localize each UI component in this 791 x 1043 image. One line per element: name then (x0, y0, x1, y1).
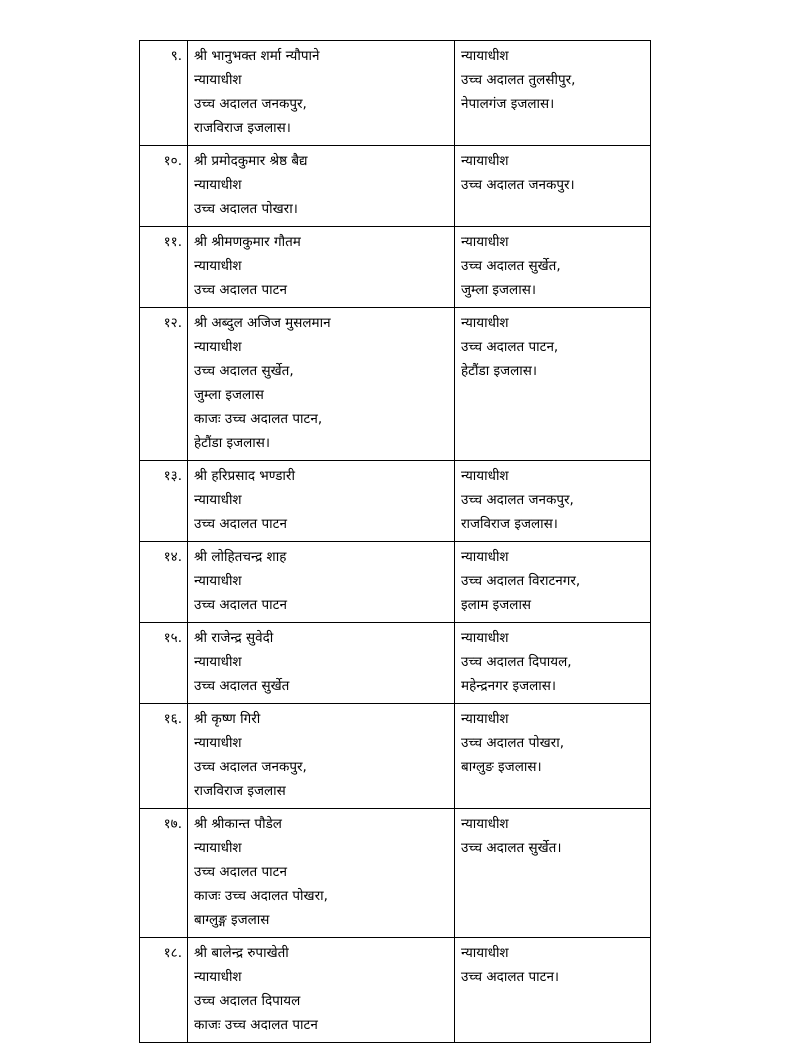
current-post-cell (188, 809, 455, 938)
table-row (140, 809, 651, 938)
current-post-line: श्री अब्दुल अजिज मुसलमान (194, 315, 331, 331)
table-row (140, 308, 651, 461)
serial-number: ११. (140, 227, 188, 308)
new-post-cell (455, 809, 651, 938)
current-post-line: उच्च अदालत सुर्खेत, (194, 363, 294, 379)
current-post-line: राजविराज इजलास (194, 783, 286, 799)
current-post-line: श्री प्रमोदकुमार श्रेष्ठ बैद्य (194, 153, 308, 169)
new-post-line: न्यायाधीश (461, 234, 509, 250)
current-post-line: उच्च अदालत पोखरा। (194, 201, 298, 217)
current-post-cell (188, 461, 455, 542)
current-post-line: काजः उच्च अदालत पोखरा, (194, 888, 328, 904)
serial-number: १६. (140, 704, 188, 809)
table-row (140, 146, 651, 227)
new-post-cell (455, 41, 651, 146)
current-post-line: उच्च अदालत सुर्खेत (194, 678, 290, 694)
current-post-line: उच्च अदालत जनकपुर, (194, 759, 307, 775)
new-post-line: हेटौंडा इजलास। (461, 363, 538, 379)
serial-number: १७. (140, 809, 188, 938)
serial-number: ९. (140, 41, 188, 146)
current-post-line: श्री भानुभक्त शर्मा न्यौपाने (194, 48, 320, 64)
current-post-cell (188, 623, 455, 704)
new-post-line: उच्च अदालत जनकपुर। (461, 177, 575, 193)
new-post-line: राजविराज इजलास। (461, 516, 558, 532)
new-post-cell (455, 308, 651, 461)
current-post-cell (188, 41, 455, 146)
serial-number: १४. (140, 542, 188, 623)
current-post-line: काजः उच्च अदालत पाटन, (194, 411, 323, 427)
table-row (140, 938, 651, 1043)
current-post-line: उच्च अदालत पाटन (194, 282, 287, 298)
serial-number: १३. (140, 461, 188, 542)
new-post-cell (455, 704, 651, 809)
current-post-line: उच्च अदालत पाटन (194, 597, 287, 613)
current-post-cell (188, 308, 455, 461)
current-post-line: काजः उच्च अदालत पाटन (194, 1017, 318, 1033)
table-row (140, 704, 651, 809)
current-post-line: न्यायाधीश (194, 840, 242, 856)
current-post-cell (188, 704, 455, 809)
current-post-line: न्यायाधीश (194, 654, 242, 670)
current-post-line: श्री श्रीकान्त पौडेल (194, 816, 282, 832)
new-post-line: उच्च अदालत पोखरा, (461, 735, 564, 751)
current-post-line: हेटौंडा इजलास। (194, 435, 271, 451)
new-post-line: जुम्ला इजलास। (461, 282, 536, 298)
current-post-line: न्यायाधीश (194, 177, 242, 193)
new-post-line: नेपालगंज इजलास। (461, 96, 555, 112)
current-post-line: श्री हरिप्रसाद भण्डारी (194, 468, 295, 484)
new-post-line: न्यायाधीश (461, 816, 509, 832)
new-post-cell (455, 461, 651, 542)
new-post-line: न्यायाधीश (461, 630, 509, 646)
table-row (140, 41, 651, 146)
new-post-line: उच्च अदालत सुर्खेत। (461, 840, 562, 856)
serial-number: १८. (140, 938, 188, 1043)
serial-number: १२. (140, 308, 188, 461)
current-post-cell (188, 542, 455, 623)
current-post-line: श्री लोहितचन्द्र शाह (194, 549, 287, 565)
new-post-line: न्यायाधीश (461, 48, 509, 64)
current-post-line: न्यायाधीश (194, 258, 242, 274)
new-post-line: इलाम इजलास (461, 597, 532, 613)
current-post-cell (188, 146, 455, 227)
table-row (140, 542, 651, 623)
current-post-line: श्री राजेन्द्र सुवेदी (194, 630, 274, 646)
current-post-line: न्यायाधीश (194, 573, 242, 589)
current-post-line: जुम्ला इजलास (194, 387, 264, 403)
judge-transfer-table (139, 40, 651, 1043)
current-post-line: न्यायाधीश (194, 492, 242, 508)
new-post-line: न्यायाधीश (461, 153, 509, 169)
new-post-line: न्यायाधीश (461, 315, 509, 331)
current-post-line: उच्च अदालत पाटन (194, 516, 287, 532)
new-post-line: महेन्द्रनगर इजलास। (461, 678, 557, 694)
current-post-cell (188, 227, 455, 308)
new-post-line: बाग्लुङ इजलास। (461, 759, 542, 775)
current-post-line: न्यायाधीश (194, 339, 242, 355)
new-post-line: न्यायाधीश (461, 945, 509, 961)
new-post-line: उच्च अदालत तुलसीपुर, (461, 72, 576, 88)
table-row (140, 227, 651, 308)
new-post-line: उच्च अदालत विराटनगर, (461, 573, 581, 589)
current-post-cell (188, 938, 455, 1043)
new-post-line: न्यायाधीश (461, 468, 509, 484)
table-body (140, 41, 651, 1043)
new-post-line: उच्च अदालत दिपायल, (461, 654, 572, 670)
new-post-line: उच्च अदालत पाटन, (461, 339, 559, 355)
current-post-line: बाग्लुङ्ग इजलास (194, 912, 270, 928)
current-post-line: न्यायाधीश (194, 735, 242, 751)
current-post-line: न्यायाधीश (194, 969, 242, 985)
serial-number: १०. (140, 146, 188, 227)
current-post-line: उच्च अदालत दिपायल (194, 993, 301, 1009)
current-post-line: श्री कृष्ण गिरी (194, 711, 261, 727)
new-post-cell (455, 146, 651, 227)
new-post-line: न्यायाधीश (461, 711, 509, 727)
table-row (140, 461, 651, 542)
current-post-line: श्री श्रीमणकुमार गौतम (194, 234, 301, 250)
current-post-line: श्री बालेन्द्र रुपाखेती (194, 945, 289, 961)
serial-number: १५. (140, 623, 188, 704)
new-post-line: न्यायाधीश (461, 549, 509, 565)
current-post-line: उच्च अदालत जनकपुर, (194, 96, 307, 112)
new-post-line: उच्च अदालत सुर्खेत, (461, 258, 561, 274)
new-post-cell (455, 227, 651, 308)
current-post-line: उच्च अदालत पाटन (194, 864, 287, 880)
new-post-cell (455, 623, 651, 704)
table-row (140, 623, 651, 704)
new-post-line: उच्च अदालत पाटन। (461, 969, 560, 985)
current-post-line: राजविराज इजलास। (194, 120, 291, 136)
current-post-line: न्यायाधीश (194, 72, 242, 88)
new-post-line: उच्च अदालत जनकपुर, (461, 492, 574, 508)
new-post-cell (455, 938, 651, 1043)
new-post-cell (455, 542, 651, 623)
